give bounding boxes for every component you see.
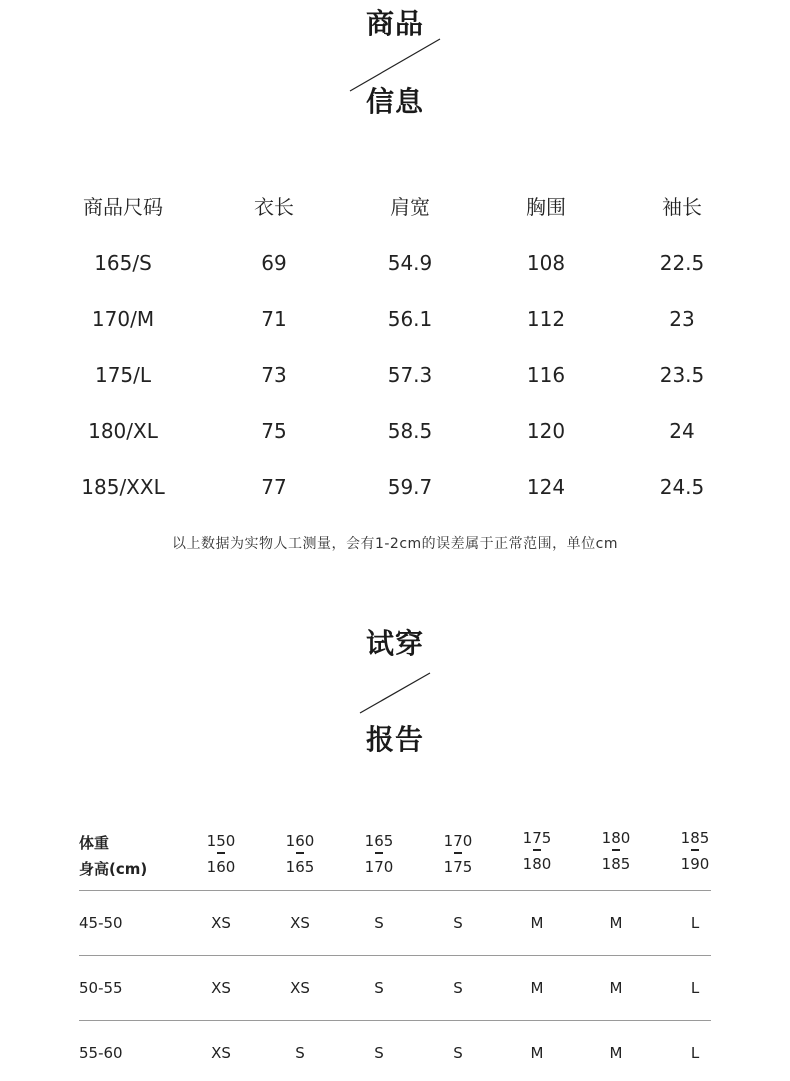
size-cell: 71 <box>261 307 287 331</box>
size-table-row <box>60 246 750 302</box>
size-recommendation: L <box>690 979 700 997</box>
height-range-dash <box>296 852 304 854</box>
report-heading-line1: 试穿 <box>365 627 424 660</box>
size-cell: 54.9 <box>387 251 433 275</box>
size-recommendation: S <box>453 979 463 997</box>
height-range-bottom: 190 <box>680 855 710 873</box>
height-range-top: 180 <box>601 829 631 847</box>
fit-table-divider <box>79 1020 711 1021</box>
height-range-dash <box>454 852 462 854</box>
height-range-top: 170 <box>443 832 473 850</box>
size-cell: 112 <box>526 307 566 331</box>
height-range-dash <box>533 849 541 851</box>
size-cell: 59.7 <box>387 475 433 499</box>
size-cell: 23 <box>669 307 695 331</box>
height-range-dash <box>612 849 620 851</box>
fit-table-row <box>0 908 790 938</box>
height-range-top: 160 <box>285 832 315 850</box>
size-cell: 24.5 <box>659 475 705 499</box>
size-header-size: 商品尺码 <box>83 195 163 219</box>
size-cell: 120 <box>526 419 566 443</box>
size-cell: 57.3 <box>387 363 433 387</box>
size-cell: 124 <box>526 475 566 499</box>
fit-table-divider <box>79 890 711 891</box>
height-range-top: 165 <box>364 832 394 850</box>
size-table-row <box>60 358 750 414</box>
size-header-shoulder: 肩宽 <box>390 195 430 219</box>
height-range-bottom: 160 <box>206 858 236 876</box>
size-recommendation: M <box>530 914 544 932</box>
height-range-dash <box>691 849 699 851</box>
info-heading-line1: 商品 <box>365 7 424 40</box>
height-range-top: 185 <box>680 829 710 847</box>
size-cell: 75 <box>261 419 287 443</box>
weight-range: 55-60 <box>79 1044 123 1062</box>
weight-range: 50-55 <box>79 979 123 997</box>
size-cell: 116 <box>526 363 566 387</box>
height-range-dash <box>217 852 225 854</box>
report-heading-slash <box>355 670 435 718</box>
size-cell: 56.1 <box>387 307 433 331</box>
info-heading-line2: 信息 <box>365 85 424 118</box>
height-range-top: 175 <box>522 829 552 847</box>
fit-table-row <box>0 1038 790 1068</box>
size-table <box>60 190 750 526</box>
size-recommendation: L <box>690 1044 700 1062</box>
size-cell: 175/L <box>94 363 152 387</box>
size-table-row <box>60 302 750 358</box>
height-range-bottom: 165 <box>285 858 315 876</box>
height-range-bottom: 175 <box>443 858 473 876</box>
height-header: 身高(cm) <box>79 860 148 878</box>
size-recommendation: S <box>374 1044 384 1062</box>
size-cell: 24 <box>669 419 695 443</box>
fit-table-divider <box>79 955 711 956</box>
size-recommendation: M <box>530 979 544 997</box>
size-cell: 170/M <box>91 307 155 331</box>
size-header-length: 衣长 <box>254 195 294 219</box>
size-cell: 69 <box>261 251 287 275</box>
size-cell: 73 <box>261 363 287 387</box>
height-range-bottom: 180 <box>522 855 552 873</box>
size-cell: 58.5 <box>387 419 433 443</box>
report-heading-line2: 报告 <box>365 723 424 756</box>
size-recommendation: XS <box>290 979 310 997</box>
measurement-note: 以上数据为实物人工测量，会有1-2cm的误差属于正常范围，单位cm <box>171 536 619 552</box>
size-cell: 23.5 <box>659 363 705 387</box>
size-recommendation: XS <box>290 914 310 932</box>
size-table-row <box>60 470 750 526</box>
weight-range: 45-50 <box>79 914 123 932</box>
size-table-row <box>60 414 750 470</box>
size-recommendation: S <box>374 979 384 997</box>
size-recommendation: L <box>690 914 700 932</box>
height-range-bottom: 170 <box>364 858 394 876</box>
size-recommendation: M <box>609 1044 623 1062</box>
size-recommendation: XS <box>211 914 231 932</box>
size-header-chest: 胸围 <box>526 195 566 219</box>
size-recommendation: S <box>374 914 384 932</box>
height-range-bottom: 185 <box>601 855 631 873</box>
size-recommendation: M <box>609 914 623 932</box>
height-range-dash <box>375 852 383 854</box>
size-recommendation: XS <box>211 1044 231 1062</box>
height-range-top: 150 <box>206 832 236 850</box>
weight-header: 体重 <box>79 834 110 852</box>
size-cell: 180/XL <box>88 419 158 443</box>
size-recommendation: XS <box>211 979 231 997</box>
fit-table-header <box>0 826 790 886</box>
size-cell: 77 <box>261 475 287 499</box>
size-recommendation: M <box>609 979 623 997</box>
size-header-sleeve: 袖长 <box>662 195 702 219</box>
size-cell: 22.5 <box>659 251 705 275</box>
size-cell: 165/S <box>94 251 152 275</box>
fit-table-row <box>0 973 790 1003</box>
size-cell: 185/XXL <box>81 475 165 499</box>
size-recommendation: S <box>295 1044 305 1062</box>
size-table-header <box>60 190 750 246</box>
size-recommendation: S <box>453 914 463 932</box>
size-cell: 108 <box>526 251 566 275</box>
size-recommendation: S <box>453 1044 463 1062</box>
size-recommendation: M <box>530 1044 544 1062</box>
